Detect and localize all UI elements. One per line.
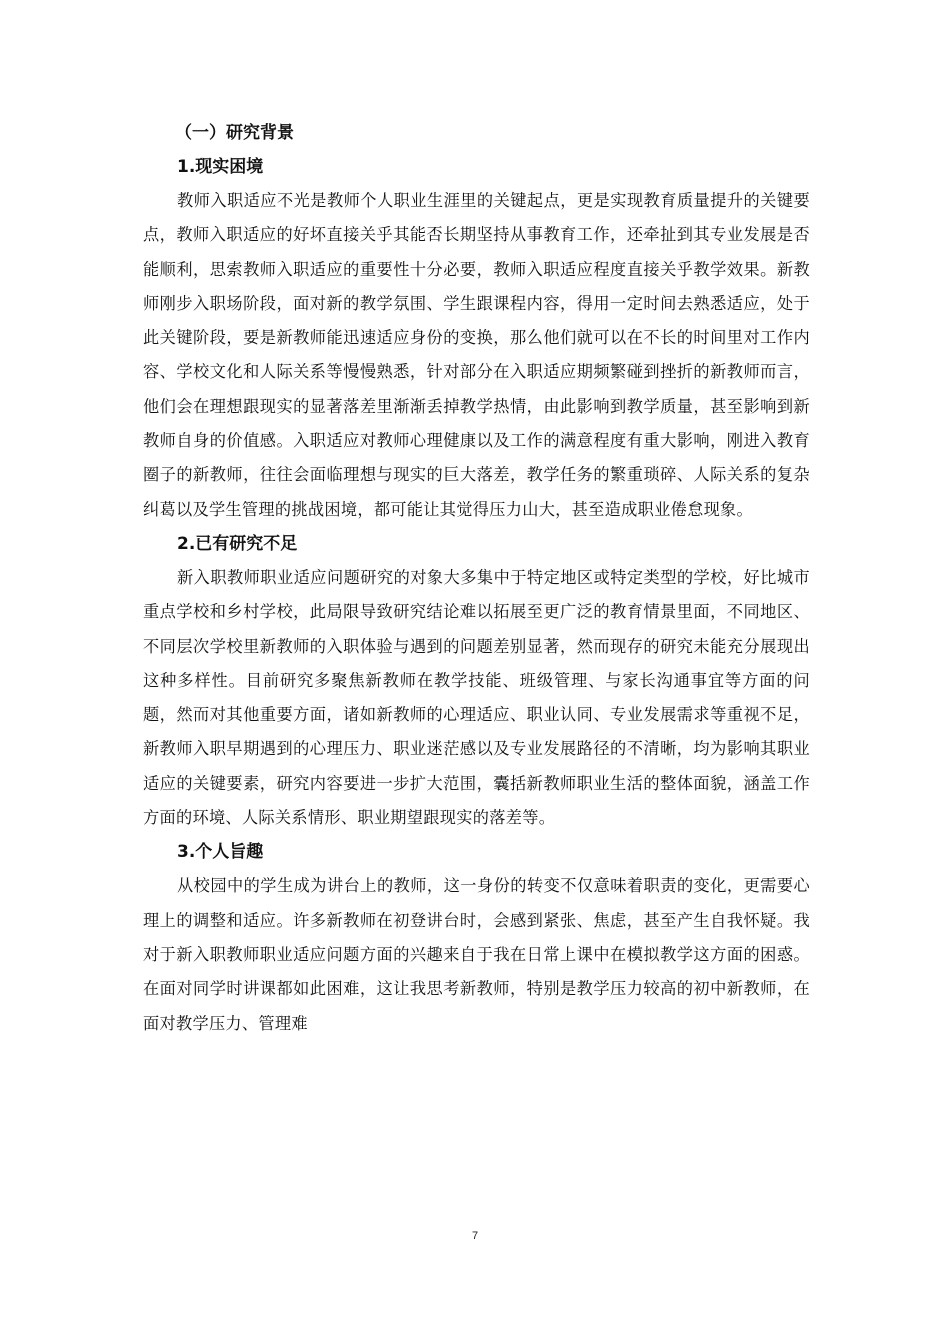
subsection-heading-reality: 1.现实困境: [177, 157, 264, 177]
subsection-heading-research-gap: 2.已有研究不足: [177, 533, 298, 554]
paragraph-research-gap: 新入职教师职业适应问题研究的对象大多集中于特定地区或特定类型的学校，好比城市重点学校和乡村学校，此局限导致研究结论难以拓展至更广泛的教育情景里面，不同地区、不同层次学校里新教师的入职体验与遇到的问题差别显著，然而现存的研究未能充分展现出这种多样性。目前研究多聚焦新教师在教学技能、班级管理、与家长沟通事宜等方面的问题，然而对其他重要方面，诸如新教师的心理适应、职业认同、专业发展需求等重视不足，新教师入职早期遇到的心理压力、职业迷茫感以及专业发展路径的不清晰，均为影响其职业适应的关键要素，研究内容要进一步扩大范围，囊括新教师职业生活的整体面貌，涵盖工作方面的环境、人际关系情形、职业期望跟现实的落差等。: [143, 567, 810, 828]
paragraph-reality: 教师入职适应不光是教师个人职业生涯里的关键起点，更是实现教育质量提升的关键要点，教师入职适应的好坏直接关乎其能否长期坚持从事教育工作，还牵扯到其专业发展是否能顺利，思索教师入职适应的重要性十分必要，教师入职适应程度直接关乎教学效果。新教师刚步入职场阶段，面对新的教学氛围、学生跟课程内容，得用一定时间去熟悉适应，处于此关键阶段，要是新教师能迅速适应身份的变换，那么他们就可以在不长的时间里对工作内容、学校文化和人际关系等慢慢熟悉，针对部分在入职适应期频繁碰到挫折的新教师而言，他们会在理想跟现实的显著落差里渐渐丢掉教学热情，由此影响到教学质量，甚至影响到新教师自身的价值感。入职适应对教师心理健康以及工作的满意程度有重大影响，刚进入教育圈子的新教师，往往会面临理想与现实的巨大落差，教学任务的繁重琐碎、人际关系的复杂纠葛以及学生管理的挑战困境，都可能让其觉得压力山大，甚至造成职业倦怠现象。: [143, 191, 810, 519]
document-body: [143, 116, 810, 1041]
page-number: 7: [471, 1230, 479, 1242]
subsection-heading-personal-interest: 3.个人旨趣: [177, 842, 264, 863]
section-heading: （一）研究背景: [175, 123, 294, 143]
paragraph-personal-interest: 从校园中的学生成为讲台上的教师，这一身份的转变不仅意味着职责的变化，更需要心理上的调整和适应。许多新教师在初登讲台时，会感到紧张、焦虑，甚至产生自我怀疑。我对于新入职教师职业适应问题方面的兴趣来自于我在日常上课中在模拟教学这方面的困惑。在面对同学时讲课都如此困难，这让我思考新教师，特别是教学压力较高的初中新教师，在面对教学压力、管理难: [143, 876, 810, 1033]
